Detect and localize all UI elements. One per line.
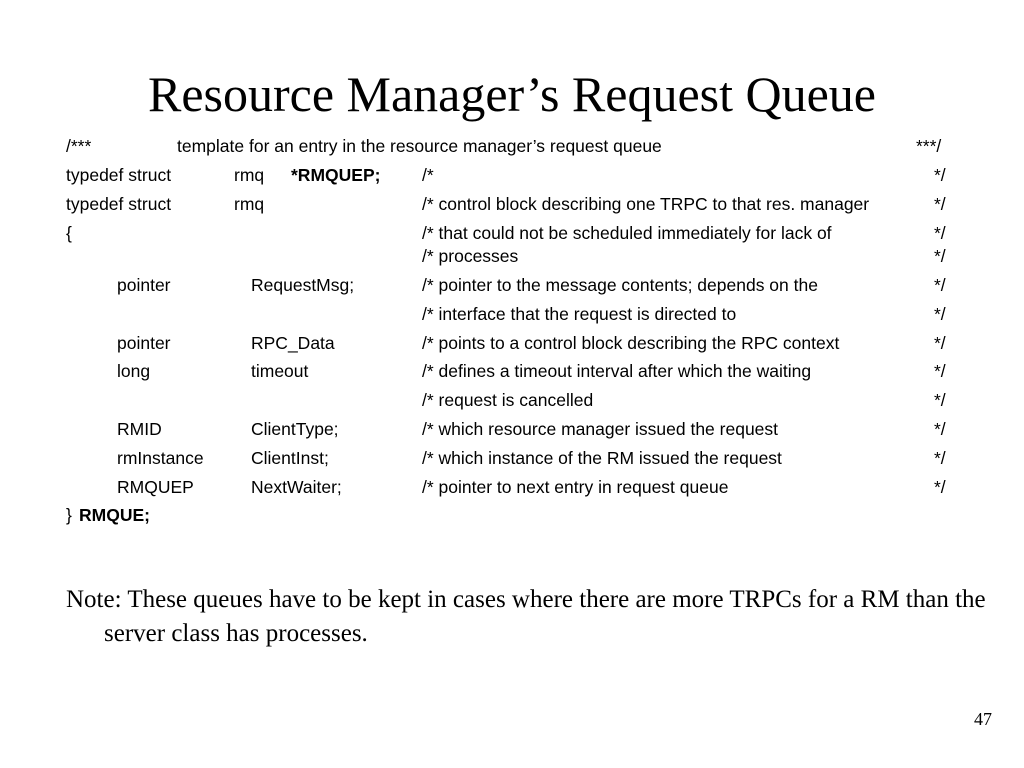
comment-text: /* which resource manager issued the request [422, 419, 779, 439]
field-name: RPC_Data [251, 333, 335, 353]
comment-close: */ [934, 477, 946, 497]
comment-close: */ [934, 165, 946, 185]
comment-close: */ [934, 194, 946, 214]
comment-text: /* control block describing one TRPC to that res. manager [422, 194, 870, 214]
field-type: pointer [117, 275, 171, 295]
struct-type-name: RMQUE; [79, 505, 150, 525]
comment-close: */ [934, 448, 946, 468]
field-type: long [117, 361, 151, 381]
field-name: ClientInst; [251, 448, 329, 468]
comment-close: */ [934, 275, 946, 295]
typedef-keyword: typedef struct [66, 194, 172, 214]
comment-text: /* defines a timeout interval after which the waiting [422, 361, 812, 381]
comment-close: */ [934, 419, 946, 439]
close-brace: } [66, 505, 72, 525]
comment-text: /* [422, 165, 434, 185]
comment-text: /* pointer to next entry in request queue [422, 477, 729, 497]
comment-close: */ [934, 390, 946, 410]
comment-close: */ [934, 246, 946, 266]
field-name: ClientType; [251, 419, 339, 439]
comment-open: /*** [66, 136, 92, 156]
comment-close: */ [934, 223, 946, 243]
comment-text: /* request is cancelled [422, 390, 594, 410]
field-name: timeout [251, 361, 309, 381]
field-type: rmInstance [117, 448, 204, 468]
field-type: RMQUEP [117, 477, 194, 497]
comment-text: /* which instance of the RM issued the request [422, 448, 782, 468]
open-brace: { [66, 223, 72, 243]
field-type: RMID [117, 419, 162, 439]
comment-close: */ [934, 361, 946, 381]
comment-close: */ [934, 333, 946, 353]
struct-tag: rmq [234, 194, 265, 214]
field-type: pointer [117, 333, 171, 353]
comment-close: ***/ [916, 136, 942, 156]
comment-close: */ [934, 304, 946, 324]
field-name: NextWaiter; [251, 477, 342, 497]
header-comment: template for an entry in the resource manager’s request queue [177, 136, 662, 156]
comment-text: /* processes [422, 246, 519, 266]
struct-tag: rmq [234, 165, 265, 185]
pointer-type-name: *RMQUEP; [291, 165, 381, 185]
comment-text: /* points to a control block describing the RPC context [422, 333, 840, 353]
comment-text: /* interface that the request is directed to [422, 304, 737, 324]
page-number: 47 [974, 709, 992, 729]
note-text: Note: These queues have to be kept in cases where there are more TRPCs for a RM than the server class has processes. [66, 586, 986, 647]
slide-title: Resource Manager’s Request Queue [147, 66, 876, 122]
field-name: RequestMsg; [251, 275, 355, 295]
comment-text: /* pointer to the message contents; depends on the [422, 275, 818, 295]
comment-text: /* that could not be scheduled immediately for lack of [422, 223, 832, 243]
typedef-keyword: typedef struct [66, 165, 172, 185]
